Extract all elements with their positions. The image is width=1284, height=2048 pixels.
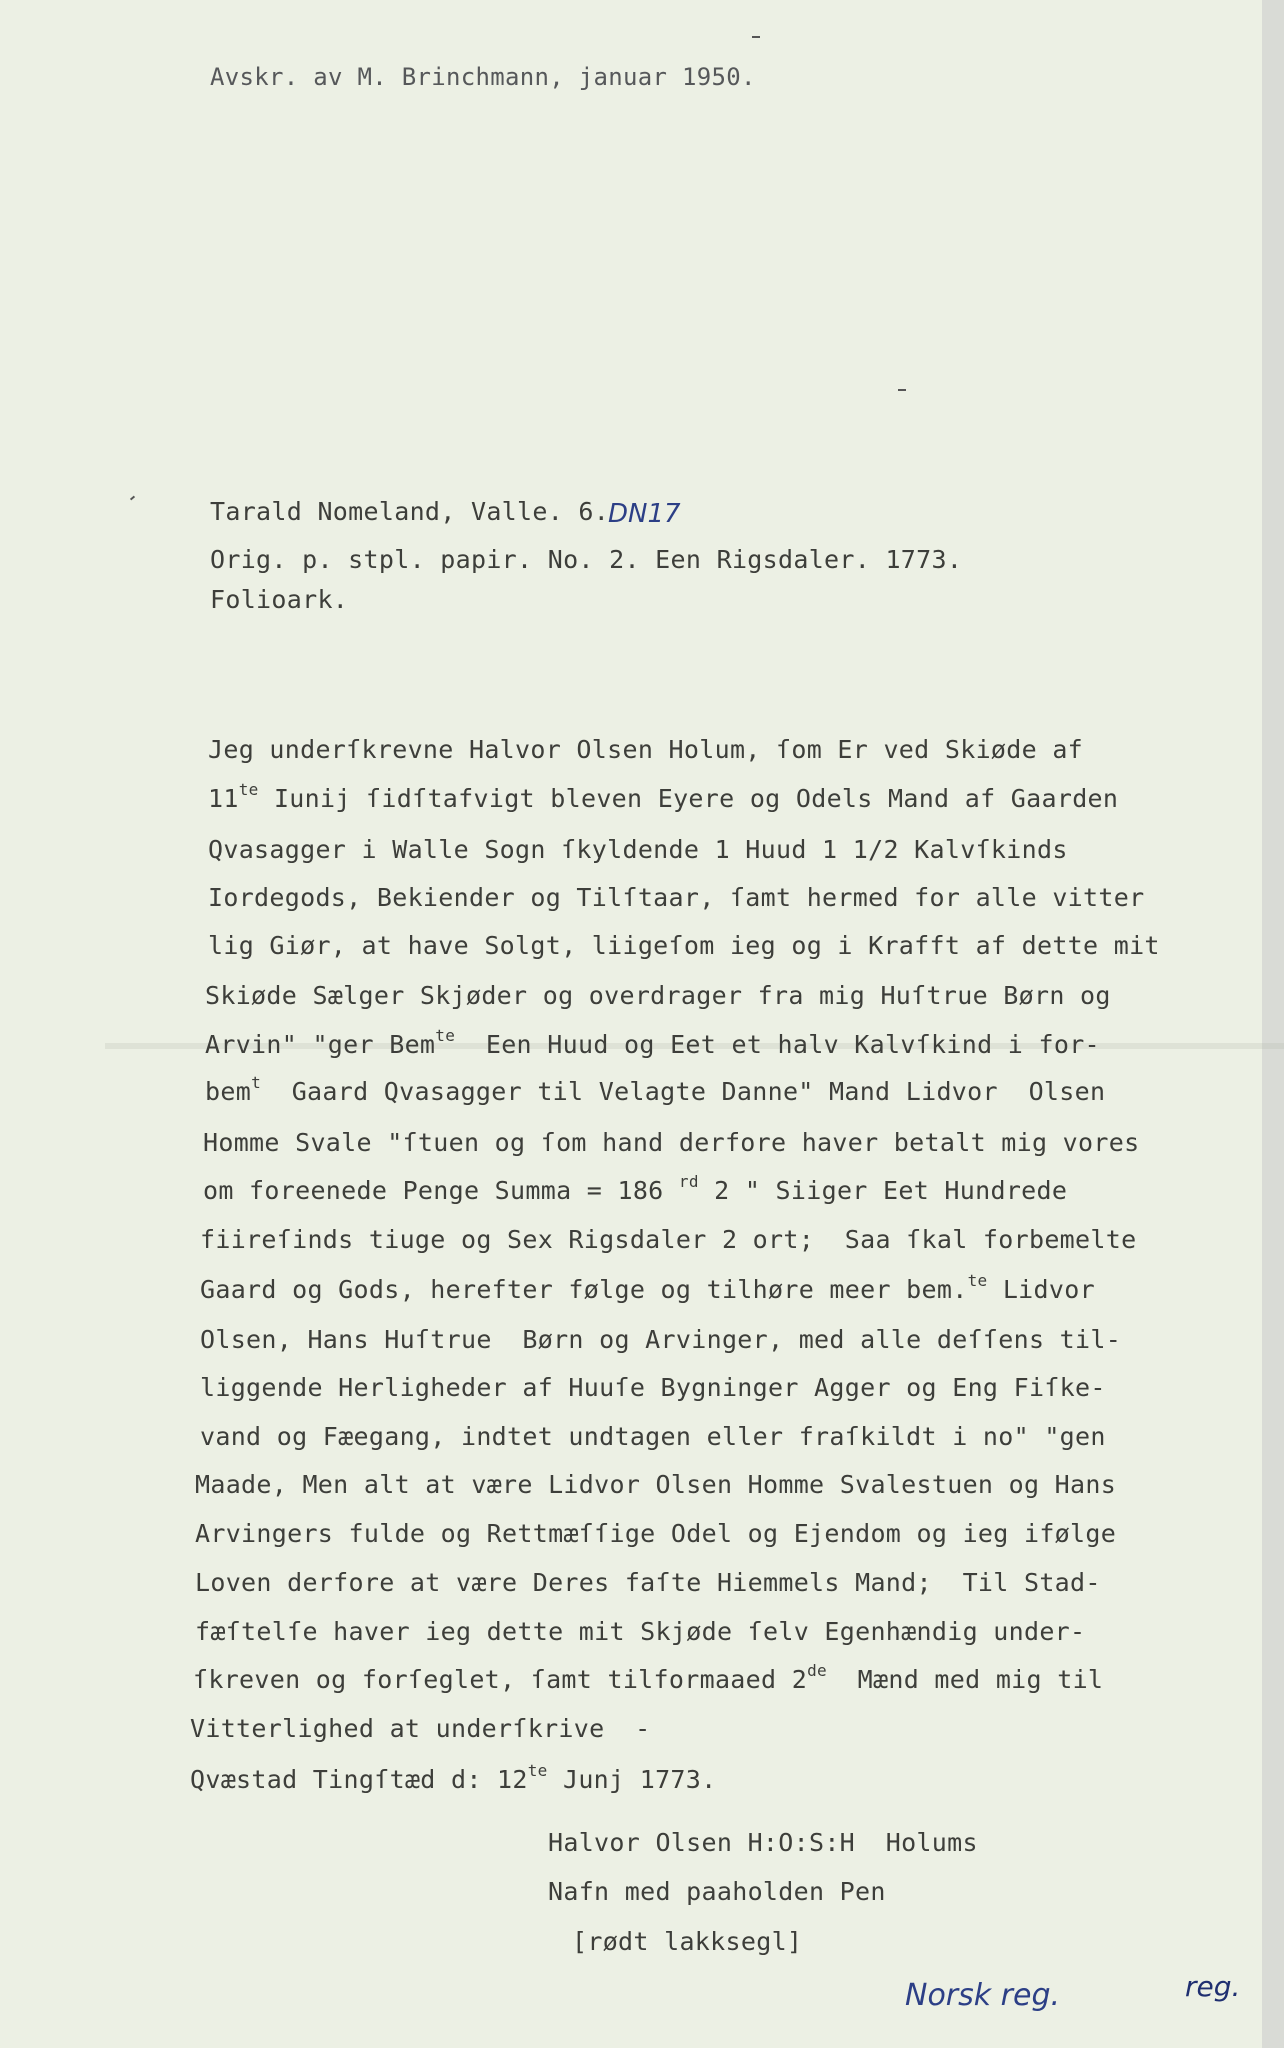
- deed-line: bem$^t$ Gaard Qvasagger til Velagte Danne" Mand Lidvor Olsen: [205, 1073, 1106, 1106]
- deed-line: Olsen, Hans Huſtrue Børn og Arvinger, med alle deſſens til-: [200, 1325, 1122, 1354]
- deed-line: Qvæstad Tingſtæd d: $12^{te}$ Junj 1773.: [190, 1761, 717, 1794]
- deed-line: Arvingers fulde og Rettmæſſige Odel og Ejendom og ieg ifølge: [195, 1519, 1117, 1548]
- deed-line: liggende Herligheder af Huuſe Bygninger Agger og Eng Fiſke-: [200, 1373, 1106, 1402]
- scan-edge: [1262, 0, 1284, 2048]
- deed-line: Loven derfore at være Deres faſte Hiemmels Mand; Til Stad-: [195, 1568, 1101, 1597]
- handwritten-note: Norsk reg.: [905, 1978, 1061, 2013]
- deed-line: Maade, Men alt at være Lidvor Olsen Homme Svalestuen og Hans: [195, 1470, 1117, 1499]
- signature-line-2: Nafn med paaholden Pen: [548, 1877, 886, 1906]
- transcription-note: Avskr. av M. Brinchmann, januar 1950.: [210, 63, 756, 91]
- deed-line: $11^{te}$ Iunij ſidſtafvigt bleven Eyere og Odels Mand af Gaarden: [208, 780, 1119, 813]
- deed-line: Qvasagger i Walle Sogn ſkyldende 1 Huud 1 1/2 Kalvſkinds: [208, 835, 1068, 864]
- deed-line: lig Giør, at have Solgt, liigeſom ieg og i Krafft af dette mit: [208, 931, 1160, 960]
- deed-line: fæſtelſe haver ieg dette mit Skjøde ſelv Egenhændig under-: [195, 1617, 1086, 1646]
- handwritten-mark: reg.: [1185, 1970, 1241, 2003]
- tick-mark: [898, 389, 906, 391]
- reference-line-1: Tarald Nomeland, Valle. 6.: [210, 497, 610, 526]
- deed-line: Skiøde Sælger Skjøder og overdrager fra mig Huſtrue Børn og: [205, 981, 1111, 1010]
- deed-line: Vitterlighed at underſkrive -: [190, 1714, 651, 1743]
- deed-line: Gaard og Gods, herefter følge og tilhøre meer bem.$^{te}$ Lidvor: [200, 1271, 1095, 1304]
- deed-line: vand og Fæegang, indtet undtagen eller fraſkildt i no" "gen: [200, 1422, 1106, 1451]
- deed-line: om foreenede Penge Summa = 186 $^{rd}$ 2 " Siiger Eet Hundrede: [203, 1172, 1068, 1205]
- deed-line: Iordegods, Bekiender og Tilſtaar, ſamt hermed for alle vitter: [208, 883, 1145, 912]
- reference-line-3: Folioark.: [210, 585, 349, 614]
- seal-note: [rødt lakksegl]: [572, 1927, 803, 1956]
- deed-line: Arvin" "ger Bem$^{te}$ Een Huud og Eet et halv Kalvſkind i for-: [205, 1026, 1100, 1059]
- deed-line: ſkreven og forſeglet, ſamt tilformaaed 2de Mænd med mig til: [193, 1661, 1104, 1694]
- reference-line-2: Orig. p. stpl. papir. No. 2. Een Rigsdaler. 1773.: [210, 545, 963, 574]
- handwritten-code: DN17: [608, 499, 681, 529]
- signature-line-1: Halvor Olsen H:O:S:H Holums: [548, 1828, 978, 1857]
- deed-line: fiireſinds tiuge og Sex Rigsdaler 2 ort; Saa ſkal forbemelte: [200, 1225, 1137, 1254]
- deed-line: Jeg underſkrevne Halvor Olsen Holum, ſom Er ved Skiøde af: [208, 735, 1084, 764]
- tick-mark: [752, 36, 760, 38]
- deed-line: Homme Svale "ſtuen og ſom hand derfore haver betalt mig vores: [203, 1128, 1140, 1157]
